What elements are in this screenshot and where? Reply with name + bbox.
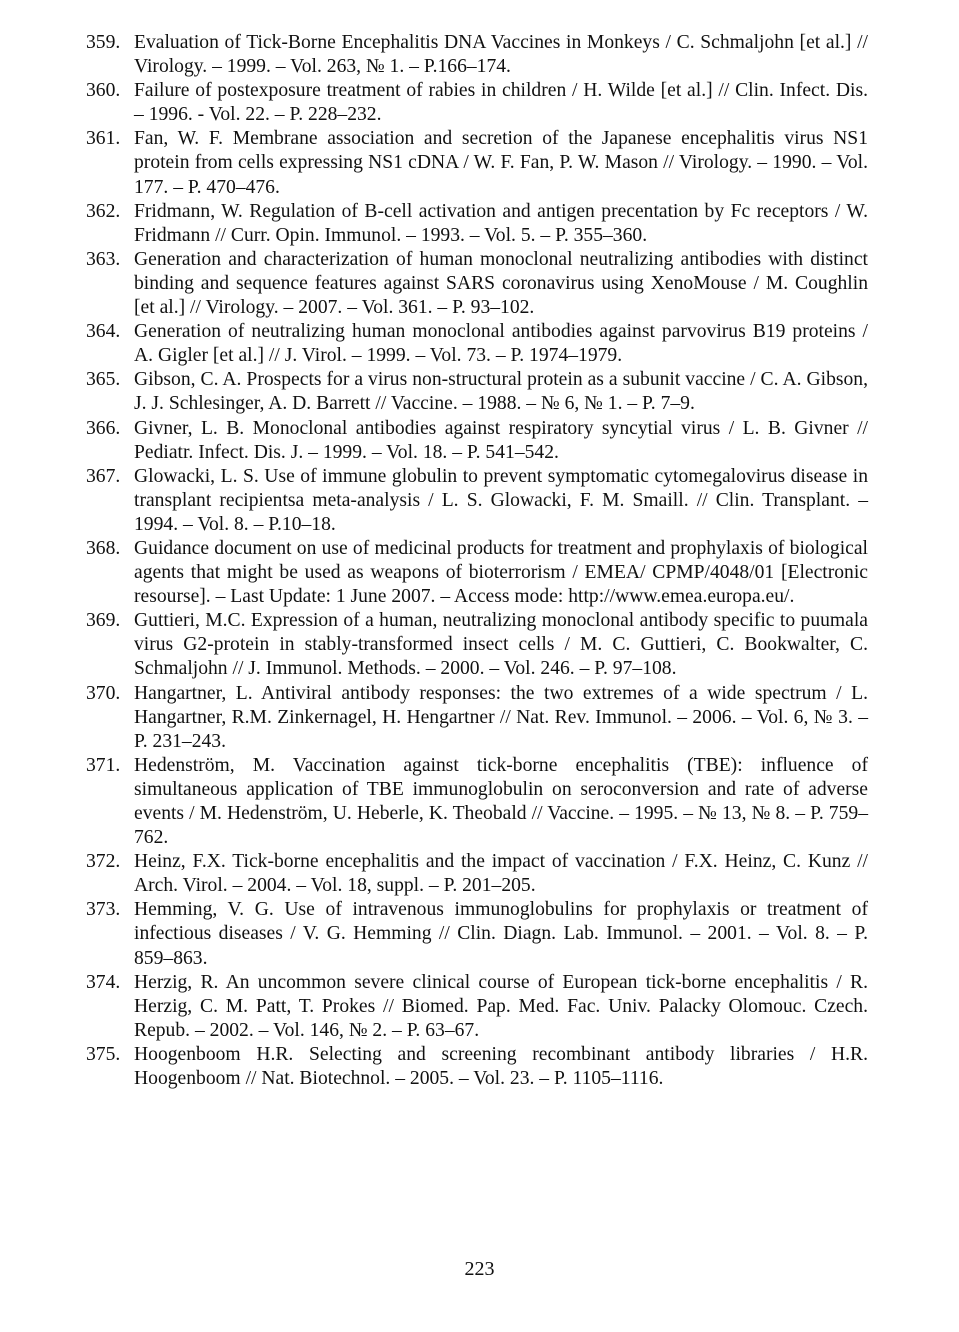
reference-text: Generation and characterization of human monoclonal neutralizing antibodies with distinct binding and sequence features against SARS coronavirus using XenoMouse / M. Coughlin [et al.] // Virology. – 2007. – Vol. 361. – P. 93–102. (134, 248, 868, 319)
reference-number: 364. (86, 321, 121, 343)
reference-text: Generation of neutralizing human monoclonal antibodies against parvovirus B19 proteins / A. Gigler [et al.] // J. Virol. – 1999. – Vol. 73. – P. 1974–1979. (134, 321, 868, 367)
reference-number: 372. (86, 851, 121, 873)
reference-number: 367. (86, 465, 121, 487)
reference-item (86, 850, 868, 898)
reference-text: Evaluation of Tick-Borne Encephalitis DNA Vaccines in Monkeys / C. Schmaljohn [et al.] // Virology. – 1999. – Vol. 263, № 1. – P.166–174. (134, 32, 868, 78)
reference-number: 369. (86, 610, 121, 632)
reference-item (86, 417, 868, 465)
reference-text: Herzig, R. An uncommon severe clinical course of European tick-borne encephalitis / R. Herzig, C. M. Patt, T. Prokes // Biomed. Pap. Med. Fac. Univ. Palacky Olomouc. Czech. Repub. – 2002. – Vol. 146, № 2. – P. 63–67. (134, 971, 868, 1041)
reference-text: Hemming, V. G. Use of intravenous immunoglobulins for prophylaxis or treatment of infectious diseases / V. G. Hemming // Clin. Diagn. Lab. Immunol. – 2001. – Vol. 8. – P. 859–863. (134, 899, 868, 969)
reference-number: 366. (86, 417, 121, 439)
reference-item (86, 79, 868, 127)
reference-number: 370. (86, 682, 121, 704)
reference-item (86, 1043, 868, 1091)
reference-text: Guidance document on use of medicinal products for treatment and prophylaxis of biological agents that might be used as weapons of bioterrorism / EMEA/ CPMP/4048/01 [Electronic resourse]. – Last Update: 1 June 2007. – Access mode: http://www.emea.europa.eu/. (134, 537, 868, 608)
reference-item (86, 682, 868, 754)
reference-text: Fan, W. F. Membrane association and secretion of the Japanese encephalitis virus NS1 protein from cells expressing NS1 cDNA / W. F. Fan, P. W. Mason // Virology. – 1990. – Vol. 177. – P. 470–476. (134, 128, 868, 198)
reference-item (86, 127, 868, 199)
reference-text: Guttieri, M.C. Expression of a human, neutralizing monoclonal antibody specific to puumala virus G2-protein in stably-transformed insect cells / M. C. Guttieri, C. Bookwalter, C. Schmaljohn // J. Immunol. Methods. – 2000. – Vol. 246. – P. 97–108. (134, 610, 868, 680)
reference-number: 359. (86, 32, 121, 53)
reference-item (86, 971, 868, 1043)
reference-text: Failure of postexposure treatment of rabies in children / H. Wilde [et al.] // Clin. Infect. Dis. – 1996. - Vol. 22. – P. 228–232. (134, 80, 868, 126)
reference-text: Glowacki, L. S. Use of immune globulin to prevent symptomatic cytomegalovirus disease in transplant recipientsa meta-analysis / L. S. Glowacki, F. M. Smaill. // Clin. Transplant. – 1994. – Vol. 8. – P.10–18. (134, 465, 868, 535)
reference-list (86, 31, 868, 1091)
reference-item (86, 200, 868, 248)
reference-text: Fridmann, W. Regulation of B-cell activation and antigen precentation by Fc receptors / W. Fridmann // Curr. Opin. Immunol. – 1993. – Vol. 5. – P. 355–360. (134, 200, 868, 246)
reference-number: 374. (86, 971, 121, 993)
reference-text: Hoogenboom H.R. Selecting and screening recombinant antibody libraries / H.R. Hoogenboom // Nat. Biotechnol. – 2005. – Vol. 23. – P. 1105–1116. (134, 1043, 868, 1090)
reference-number: 362. (86, 200, 121, 222)
reference-item (86, 898, 868, 970)
reference-text: Hangartner, L. Antiviral antibody responses: the two extremes of a wide spectrum / L. Hangartner, R.M. Zinkernagel, H. Hengartner // Nat. Rev. Immunol. – 2006. – Vol. 6, № 3. – P. 231–243. (134, 682, 868, 752)
reference-text: Givner, L. B. Monoclonal antibodies against respiratory syncytial virus / L. B. Givner // Pediatr. Infect. Dis. J. – 1999. – Vol. 18. – P. 541–542. (134, 417, 868, 463)
reference-item (86, 368, 868, 416)
reference-number: 360. (86, 80, 121, 102)
reference-number: 363. (86, 248, 121, 270)
reference-number: 361. (86, 128, 121, 150)
page-number: 223 (464, 1258, 495, 1280)
reference-number: 373. (86, 899, 121, 921)
reference-number: 365. (86, 369, 121, 391)
reference-number: 371. (86, 754, 121, 776)
reference-text: Hedenström, M. Vaccination against tick-borne encephalitis (TBE): influence of simultaneous application of TBE immunoglobulin on seroconversion and rate of adverse events / M. Hedenström, U. Heberle, K. Theobald // Vaccine. – 1995. – № 13, № 8. – P. 759–762. (134, 754, 868, 849)
reference-number: 368. (86, 537, 121, 559)
reference-number: 375. (86, 1043, 121, 1065)
reference-item (86, 248, 868, 320)
reference-item (86, 320, 868, 368)
reference-item (86, 465, 868, 537)
reference-text: Heinz, F.X. Tick-borne encephalitis and the impact of vaccination / F.X. Heinz, C. Kunz // Arch. Virol. – 2004. – Vol. 18, suppl. – P. 201–205. (134, 851, 868, 897)
reference-item (86, 31, 868, 79)
reference-item (86, 754, 868, 850)
reference-item (86, 537, 868, 609)
reference-text: Gibson, C. A. Prospects for a virus non-structural protein as a subunit vaccine / C. A. Gibson, J. J. Schlesinger, A. D. Barrett // Vaccine. – 1988. – № 6, № 1. – P. 7–9. (134, 369, 868, 415)
reference-item (86, 609, 868, 681)
